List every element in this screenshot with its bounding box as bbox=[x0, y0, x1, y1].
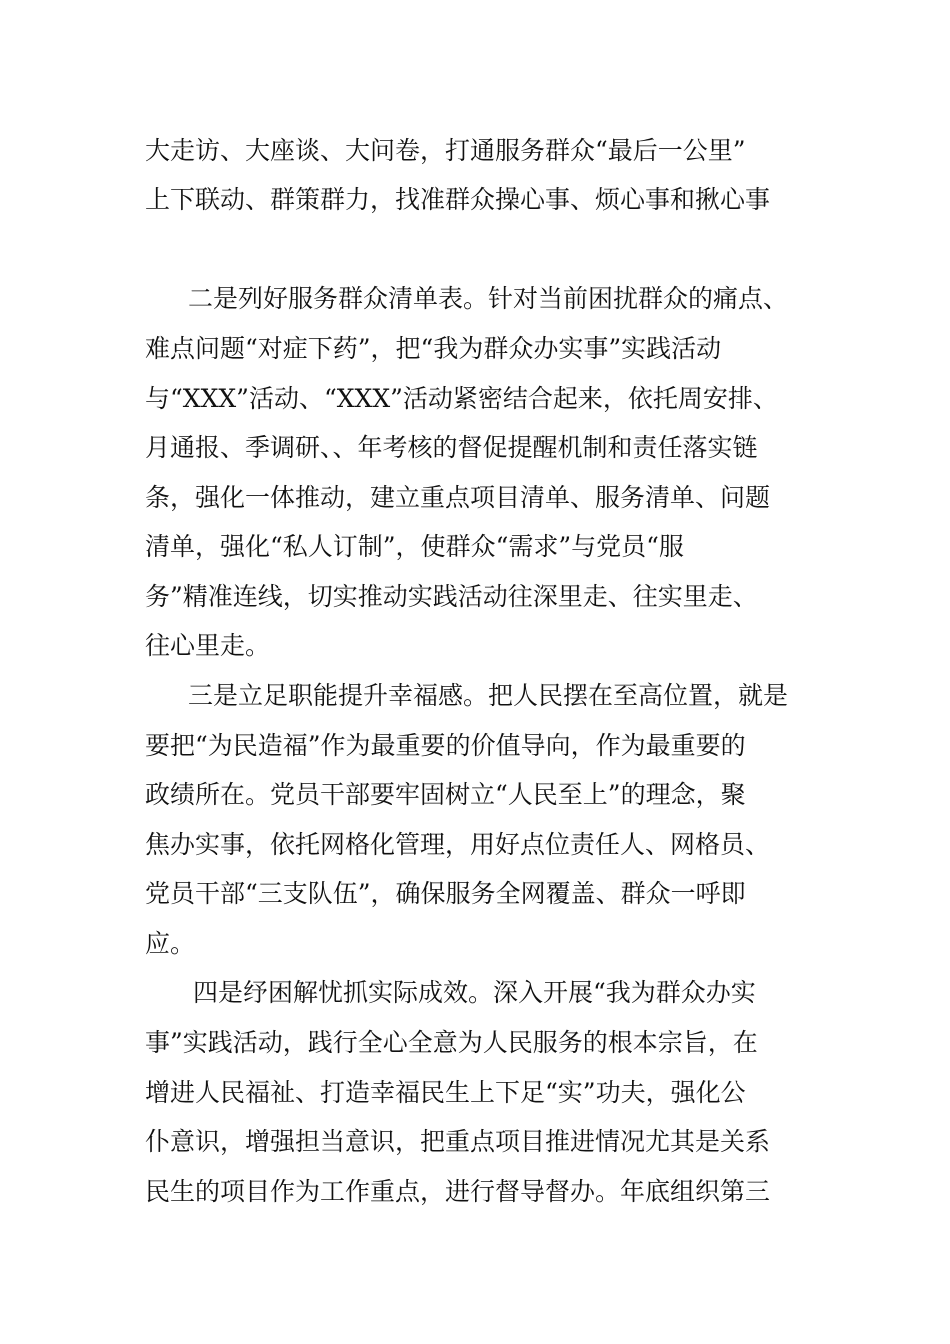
paragraph-2-line-7: 务”精准连线，切实推动实践活动往深里走、往实里走、 bbox=[145, 582, 758, 611]
paragraph-3-line-3: 政绩所在。党员干部要牢固树立“人民至上”的理念，聚 bbox=[145, 780, 746, 809]
text-line-1: 大走访、大座谈、大问卷，打通服务群众“最后一公里” bbox=[145, 136, 746, 165]
paragraph-2-line-6: 清单，强化“私人订制”，使群众“需求”与党员“服 bbox=[145, 532, 684, 561]
paragraph-2-line-1: 二是列好服务群众清单表。针对当前困扰群众的痛点、 bbox=[188, 284, 789, 313]
paragraph-4-line-3: 增进人民福祉、打造幸福民生上下足“实”功夫，强化公 bbox=[145, 1078, 746, 1107]
paragraph-2-line-3: 与“XXX”活动、“XXX”活动紧密结合起来，依托周安排、 bbox=[145, 384, 778, 413]
paragraph-3-line-5: 党员干部“三支队伍”，确保服务全网覆盖、群众一呼即 bbox=[145, 879, 746, 908]
paragraph-2-line-2: 难点问题“对症下药”，把“我为群众办实事”实践活动 bbox=[145, 334, 722, 363]
paragraph-2-line-4: 月通报、季调研、、年考核的督促提醒机制和责任落实链 bbox=[145, 433, 758, 462]
paragraph-3-line-2: 要把“为民造福”作为最重要的价值导向，作为最重要的 bbox=[145, 731, 746, 760]
paragraph-4-line-2: 事”实践活动，践行全心全意为人民服务的根本宗旨，在 bbox=[145, 1028, 758, 1057]
paragraph-3-line-4: 焦办实事，依托网格化管理，用好点位责任人、网格员、 bbox=[145, 830, 771, 859]
paragraph-2-line-8: 往心里走。 bbox=[145, 631, 271, 660]
paragraph-4-line-5: 民生的项目作为工作重点，进行督导督办。年底组织第三 bbox=[145, 1177, 771, 1206]
paragraph-2-line-5: 条，强化一体推动，建立重点项目清单、服务清单、问题 bbox=[145, 483, 771, 512]
paragraph-3-line-1: 三是立足职能提升幸福感。把人民摆在至高位置，就是 bbox=[188, 681, 789, 710]
paragraph-4-line-4: 仆意识，增强担当意识，把重点项目推进情况尤其是关系 bbox=[145, 1127, 771, 1156]
paragraph-3-line-6: 应。 bbox=[145, 929, 196, 958]
paragraph-4-line-1: 四是纾困解忧抓实际成效。深入开展“我为群众办实 bbox=[193, 978, 756, 1007]
text-line-2: 上下联动、群策群力，找准群众操心事、烦心事和揪心事 bbox=[145, 185, 771, 214]
